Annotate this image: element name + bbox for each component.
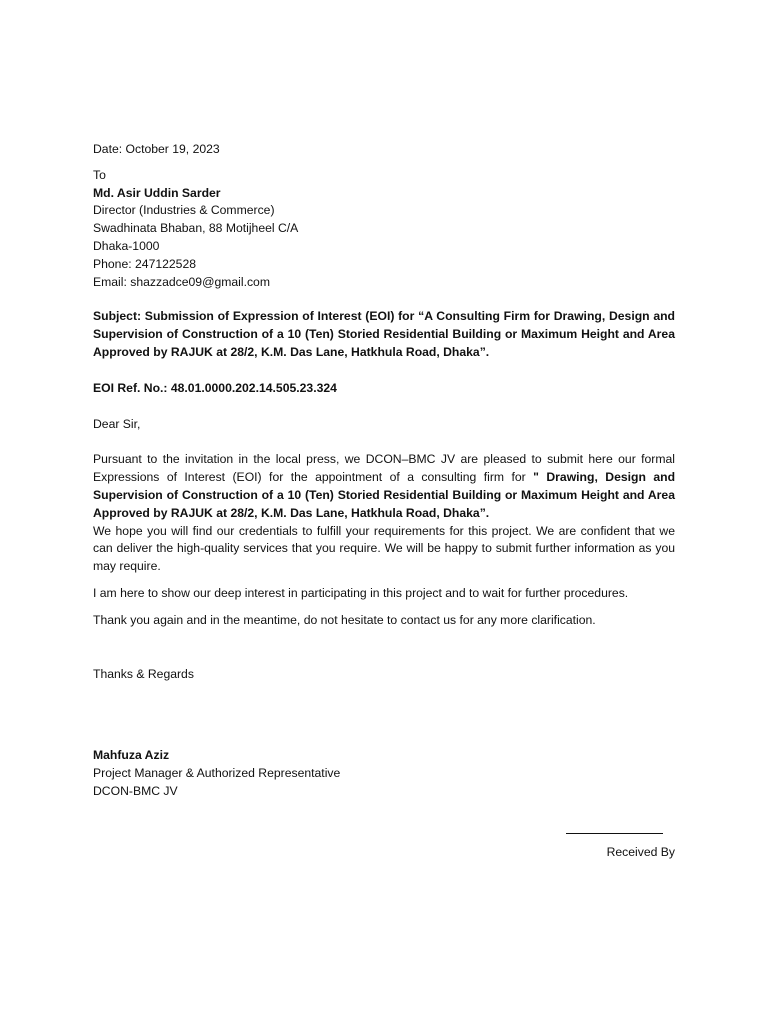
subject-line: Subject: Submission of Expression of Interest (EOI) for “A Consulting Firm for Drawing, Design and Supervision of Construction of a 10 (Ten) Storied Residential Building or Maximum Height and Area Approved by RAJUK at 28/2, K.M. Das Lane, Hatkhula Road, Dhaka”. (93, 309, 675, 359)
signatory-block (93, 747, 675, 800)
received-signature-line (566, 833, 663, 834)
recipient-email: Email: shazzadce09@gmail.com (93, 274, 270, 289)
recipient-phone: Phone: 247122528 (93, 256, 197, 271)
to-label: To (93, 167, 106, 182)
salutation: Dear Sir, (93, 416, 141, 431)
body-paragraph-3: I am here to show our deep interest in participating in this project and to wait for further procedures. (93, 585, 629, 600)
signatory-position: Project Manager & Authorized Representative (93, 766, 341, 781)
letter-date: Date: October 19, 2023 (93, 142, 220, 156)
recipient-city: Dhaka-1000 (93, 238, 160, 253)
received-by-label: Received By (606, 845, 675, 859)
recipient-name: Md. Asir Uddin Sarder (93, 185, 221, 200)
received-by-section (566, 833, 675, 863)
body-paragraph-1-project: " Drawing, Design and Supervision of Construction of a 10 (Ten) Storied Residential Building or Maximum Height and Area Approved by RAJUK at 28/2, K.M. Das Lane, Hatkhula Road, Dhaka”. (93, 470, 676, 520)
body-paragraph-1 (93, 451, 675, 522)
recipient-title: Director (Industries & Commerce) (93, 203, 275, 218)
letter-page (93, 141, 675, 801)
body-paragraph-1-intro: Pursuant to the invitation in the local press, we DCON–BMC JV are pleased to submit here our formal Expressions of Interest (EOI) for the appointment of a consulting firm for (93, 452, 675, 485)
recipient-address: Swadhinata Bhaban, 88 Motijheel C/A (93, 221, 299, 236)
signatory-organization: DCON-BMC JV (93, 783, 178, 798)
closing: Thanks & Regards (93, 666, 194, 681)
signatory-name: Mahfuza Aziz (93, 748, 170, 763)
recipient-block (93, 167, 675, 292)
body-paragraph-2: We hope you will find our credentials to fulfill your requirements for this project. We are confident that we can deliver the high-quality services that you require. We will be happy to submit further information as you may require. (93, 523, 675, 574)
eoi-reference: EOI Ref. No.: 48.01.0000.202.14.505.23.324 (93, 380, 337, 395)
body-paragraph-4: Thank you again and in the meantime, do not hesitate to contact us for any more clarification. (93, 612, 596, 627)
